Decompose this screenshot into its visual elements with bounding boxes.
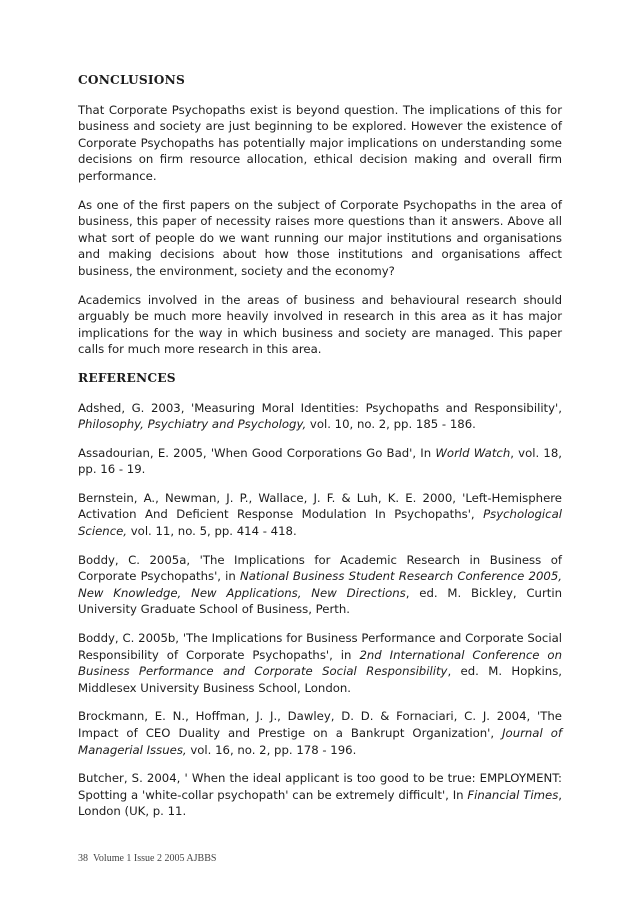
reference-source: Psychological Science, (78, 507, 562, 539)
reference-item (78, 552, 562, 618)
reference-details: , ed. M. Hopkins, Middlesex University Business School, London. (78, 664, 562, 695)
reference-item (78, 490, 562, 540)
reference-source: Journal of Managerial Issues, (78, 726, 562, 757)
reference-details: , ed. M. Bickley, Curtin University Graduate School of Business, Perth. (78, 585, 562, 617)
journal-info: Volume 1 Issue 2 2005 AJBBS (93, 853, 217, 864)
reference-item (78, 400, 562, 433)
reference-details: , London (UK, p. 11. (78, 787, 563, 819)
reference-text: Boddy, C. 2005b, 'The Implications for Business Performance and Corporate Social Responsibility of Corporate Psychopaths', in (78, 631, 562, 662)
reference-item (78, 445, 562, 478)
reference-text: Brockmann, E. N., Hoffman, J. J., Dawley, D. D. & Fornaciari, C. J. 2004, 'The Impact of CEO Duality and Prestige on a Bankrupt Organization', (78, 709, 562, 740)
page-footer (78, 853, 216, 864)
reference-source: 2nd International Conference on Business Performance and Corporate Social Responsibility (78, 647, 562, 679)
reference-text: Butcher, S. 2004, ' When the ideal applicant is too good to be true: EMPLOYMENT: Spotting a 'white-collar psychopath' can be extremely difficult', In (78, 771, 562, 802)
conclusions-heading: CONCLUSIONS (78, 73, 185, 87)
reference-source: National Business Student Research Conference 2005, New Knowledge, New Applications, New Directions (78, 569, 562, 600)
reference-item (78, 630, 562, 696)
reference-details: , vol. 18, pp. 16 - 19. (78, 445, 562, 477)
reference-source: World Watch (435, 445, 511, 460)
reference-text: Boddy, C. 2005a, 'The Implications for Academic Research in Business of Corporate Psychopaths', in (78, 552, 562, 584)
reference-item (78, 770, 562, 820)
conclusions-paragraph-2: As one of the first papers on the subject of Corporate Psychopaths in the area of business, this paper of necessity raises more questions than it answers. Above all what sort of people do we want running our major institutions and organisations and making decisions about how those institutions and organisations affect business, the environment, society and the economy? (78, 197, 562, 278)
references-heading: REFERENCES (78, 370, 176, 385)
conclusions-paragraph-1: That Corporate Psychopaths exist is beyond question. The implications of this for business and society are just beginning to be explored. However the existence of Corporate Psychopaths has potentially major implications on understanding some decisions on firm resource allocation, ethical decision making and overall firm performance. (78, 102, 562, 183)
reference-details: vol. 16, no. 2, pp. 178 - 196. (186, 742, 357, 757)
reference-item (78, 708, 562, 758)
reference-source: Philosophy, Psychiatry and Psychology, (78, 417, 307, 432)
reference-source: Financial Times (467, 787, 559, 802)
page-number: 38 (78, 853, 88, 864)
reference-details: vol. 11, no. 5, pp. 414 - 418. (127, 524, 297, 539)
reference-text: Assadourian, E. 2005, 'When Good Corporations Go Bad', In (78, 445, 436, 460)
conclusions-paragraph-3: Academics involved in the areas of business and behavioural research should arguably be much more heavily involved in research in this area as it has major implications for the way in which business and society are managed. This paper calls for much more research in this area. (78, 292, 562, 357)
reference-details: vol. 10, no. 2, pp. 185 - 186. (306, 417, 476, 432)
reference-text: Adshed, G. 2003, 'Measuring Moral Identities: Psychopaths and Responsibility', (78, 400, 562, 415)
page-content (78, 72, 562, 832)
reference-text: Bernstein, A., Newman, J. P., Wallace, J. F. & Luh, K. E. 2000, 'Left-Hemisphere Activation And Deficient Response Modulation In Psychopaths', (78, 490, 562, 522)
